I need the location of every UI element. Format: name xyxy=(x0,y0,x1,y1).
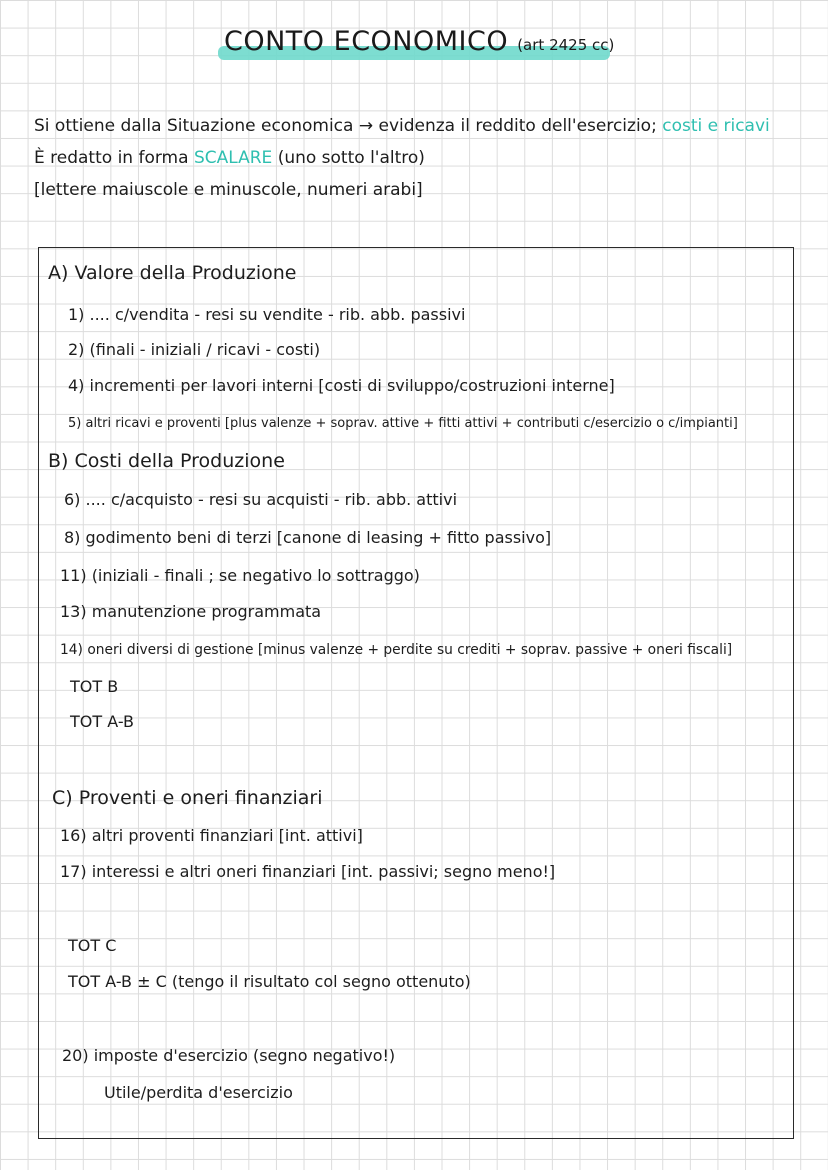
net-profit-loss: Utile/perdita d'esercizio xyxy=(104,1083,293,1102)
item-a1: 1) .... c/vendita - resi su vendite - rib. abb. passivi xyxy=(68,305,466,324)
item-a2: 2) (finali - iniziali / ricavi - costi) xyxy=(68,340,321,359)
intro-notes xyxy=(34,110,814,206)
item-b14: 14) oneri diversi di gestione [minus valenze + perdite su crediti + soprav. passive + oneri fiscali] xyxy=(60,642,733,658)
page-title xyxy=(214,20,614,70)
total-b: TOT B xyxy=(70,677,119,696)
item-b13: 13) manutenzione programmata xyxy=(60,602,322,621)
section-c-title: C) Proventi e oneri finanziari xyxy=(52,787,323,809)
item-b8: 8) godimento beni di terzi [canone di leasing + fitto passivo] xyxy=(64,528,552,547)
item-a5: 5) altri ricavi e proventi [plus valenze + soprav. attive + fitti attivi + contributi c/esercizio o c/impianti] xyxy=(68,416,738,431)
item-c16: 16) altri proventi finanziari [int. attivi] xyxy=(60,826,363,845)
title-reference: (art 2425 cc) xyxy=(517,36,615,54)
item-b6: 6) .... c/acquisto - resi su acquisti - rib. abb. attivi xyxy=(64,490,458,509)
section-b-title: B) Costi della Produzione xyxy=(48,450,285,472)
costs-revenues-highlight: costi e ricavi xyxy=(662,116,770,136)
total-a-minus-b: TOT A-B xyxy=(70,712,134,731)
intro-line-2: È redatto in forma SCALARE (uno sotto l'altro) xyxy=(34,148,425,168)
total-a-b-c: TOT A-B ± C (tengo il risultato col segno ottenuto) xyxy=(68,972,471,991)
intro-line-1: Si ottiene dalla Situazione economica → evidenza il reddito dell'esercizio; costi e ricavi xyxy=(34,116,770,136)
item-a4: 4) incrementi per lavori interni [costi di sviluppo/costruzioni interne] xyxy=(68,376,615,395)
section-a-title: A) Valore della Produzione xyxy=(48,262,297,284)
intro-line-3: [lettere maiuscole e minuscole, numeri arabi] xyxy=(34,180,423,200)
item-20-taxes: 20) imposte d'esercizio (segno negativo!) xyxy=(62,1046,396,1065)
scalare-highlight: SCALARE xyxy=(193,148,273,168)
total-c: TOT C xyxy=(68,936,117,955)
item-c17: 17) interessi e altri oneri finanziari [int. passivi; segno meno!] xyxy=(60,862,556,881)
title-main: CONTO ECONOMICO xyxy=(224,26,509,57)
item-b11: 11) (iniziali - finali ; se negativo lo sottraggo) xyxy=(60,566,420,585)
